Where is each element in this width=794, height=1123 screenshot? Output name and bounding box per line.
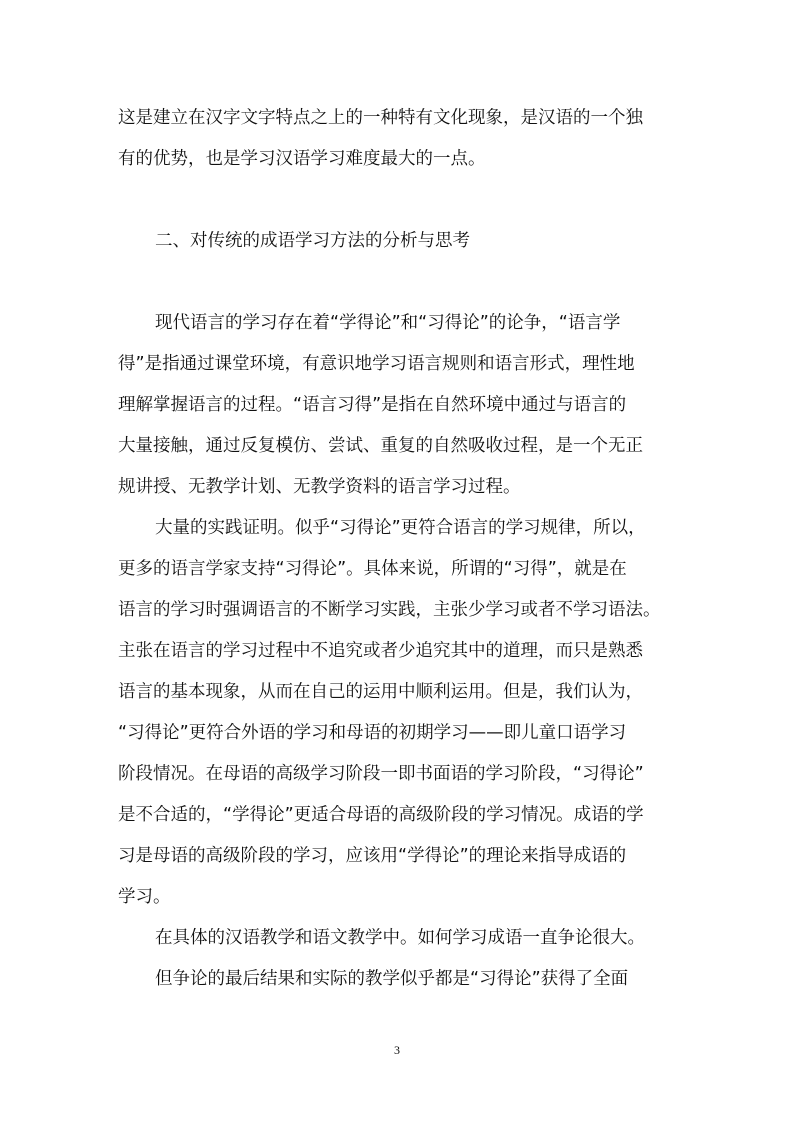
paragraph-1-line-2: 得”是指通过课堂环境，有意识地学习语言规则和语言形式，理性地 bbox=[118, 354, 635, 374]
paragraph-2-line-8: 是不合适的，“学得论”更适合母语的高级阶段的学习情况。成语的学 bbox=[118, 805, 644, 825]
paragraph-2-line-10: 学习。 bbox=[118, 887, 171, 907]
paragraph-1-line-1: 现代语言的学习存在着“学得论”和“习得论”的论争，“语言学 bbox=[155, 313, 621, 333]
paragraph-2-line-3: 语言的学习时强调语言的不断学习实践，主张少学习或者不学习语法。 bbox=[118, 600, 661, 620]
paragraph-2-line-6: “习得论”更符合外语的学习和母语的初期学习——即儿童口语学习 bbox=[118, 723, 627, 743]
page-number: 3 bbox=[394, 1043, 400, 1057]
paragraph-1-line-5: 规讲授、无教学计划、无教学资料的语言学习过程。 bbox=[118, 477, 521, 497]
paragraph-1-line-3: 理解掌握语言的过程。“语言习得”是指在自然环境中通过与语言的 bbox=[118, 395, 627, 415]
paragraph-intro-line-1: 这是建立在汉字文字特点之上的一种特有文化现象，是汉语的一个独 bbox=[118, 108, 643, 128]
paragraph-2-line-9: 习是母语的高级阶段的学习，应该用“学得论”的理论来指导成语的 bbox=[118, 846, 627, 866]
paragraph-intro-line-2: 有的优势，也是学习汉语学习难度最大的一点。 bbox=[118, 149, 486, 169]
section-heading: 二、对传统的成语学习方法的分析与思考 bbox=[155, 231, 470, 251]
paragraph-3-line-1: 在具体的汉语教学和语文教学中。如何学习成语一直争论很大。 bbox=[155, 928, 645, 948]
paragraph-2-line-5: 语言的基本现象，从而在自己的运用中顺利运用。但是，我们认为， bbox=[118, 682, 643, 702]
paragraph-2-line-2: 更多的语言学家支持“习得论”。具体来说，所谓的“习得”，就是在 bbox=[118, 559, 627, 579]
paragraph-2-line-4: 主张在语言的学习过程中不追究或者少追究其中的道理，而只是熟悉 bbox=[118, 641, 643, 661]
paragraph-1-line-4: 大量接触，通过反复模仿、尝试、重复的自然吸收过程，是一个无正 bbox=[118, 436, 643, 456]
paragraph-2-line-7: 阶段情况。在母语的高级学习阶段一即书面语的学习阶段，“习得论” bbox=[118, 764, 644, 784]
paragraph-4-line-1: 但争论的最后结果和实际的教学似乎都是“习得论”获得了全面 bbox=[155, 969, 629, 989]
paragraph-2-line-1: 大量的实践证明。似乎“习得论”更符合语言的学习规律，所以， bbox=[155, 518, 646, 538]
